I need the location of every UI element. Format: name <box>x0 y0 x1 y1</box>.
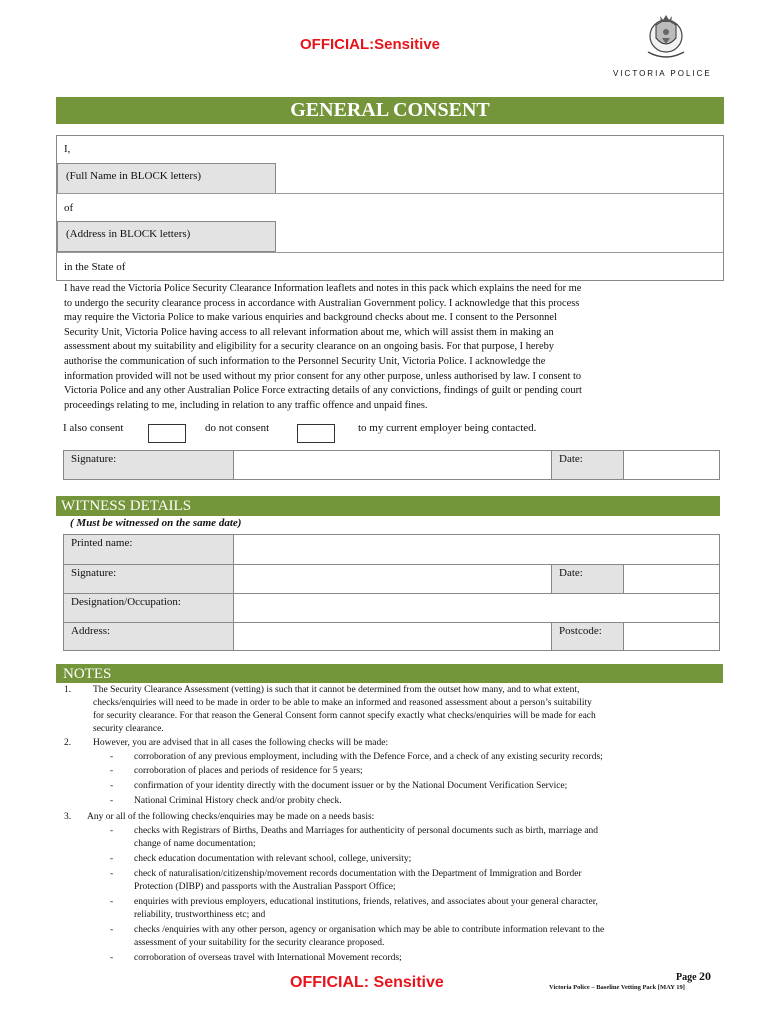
list-item: check of naturalisation/citizenship/movement records documentation with the Department of Immigration and Border <box>134 869 582 879</box>
bullet-dash: - <box>110 826 114 836</box>
do-not-consent-label: do not consent <box>205 422 270 434</box>
paragraph-line: proceedings relating to me, including in relation to any traffic offence and unpaid fines. <box>64 399 428 411</box>
witness-date-label: Date: <box>551 565 624 593</box>
paragraph-line: I have read the Victoria Police Security Clearance Information leaflets and notes in this pack which explains the need for me <box>64 283 582 294</box>
full-name-hint-box <box>57 163 276 194</box>
bullet-dash: - <box>110 766 114 776</box>
witness-address-field[interactable] <box>234 623 551 650</box>
full-name-field[interactable] <box>276 163 723 194</box>
divider <box>57 252 723 253</box>
bullet-dash: - <box>110 869 114 879</box>
classification-footer: OFFICIAL: Sensitive <box>290 974 444 991</box>
designation-label: Designation/Occupation: <box>64 594 234 622</box>
witness-signature-field[interactable] <box>234 565 551 593</box>
full-name-hint: (Full Name in BLOCK letters) <box>66 170 202 182</box>
list-item: corroboration of places and periods of residence for 5 years; <box>134 766 363 776</box>
police-crest-icon <box>640 12 692 68</box>
divider <box>57 193 723 194</box>
paragraph-line: Victoria Police and any other Australian Police Force extracting details of any convictions, findings of guilt or pending court <box>64 385 582 397</box>
paragraph-line: information provided will not be used without my prior consent for any other purpose, unless authorised by law. I consent to <box>64 370 582 382</box>
employer-contact-text: to my current employer being contacted. <box>358 422 537 434</box>
list-item: confirmation of your identity directly with the document issuer or by the National Document Verification Service; <box>134 781 568 791</box>
paragraph-line: may require the Victoria Police to make various enquiries and background checks about me. I consent to the Personnel <box>64 312 557 324</box>
applicant-signature-row <box>63 450 720 480</box>
consent-paragraph <box>64 282 724 413</box>
org-name: VICTORIA POLICE <box>613 69 712 78</box>
list-item: change of name documentation; <box>134 839 256 849</box>
note-text: checks/enquiries will need to be made in order to be able to make an informed and reasoned assessment about a person’s suitability <box>93 698 592 708</box>
list-item: reliability, trustworthiness etc; and <box>134 910 266 920</box>
bullet-dash: - <box>110 953 114 963</box>
note-text: Any or all of the following checks/enquiries may be made on a needs basis: <box>87 812 375 822</box>
list-item: check education documentation with relevant school, college, university; <box>134 854 412 864</box>
witness-signature-label: Signature: <box>64 565 234 593</box>
list-item: checks /enquiries with any other person, agency or organisation which may be able to contribute information relevant to the <box>134 925 605 935</box>
witness-date-field[interactable] <box>624 565 719 593</box>
classification-header: OFFICIAL:Sensitive <box>300 36 441 53</box>
list-item: corroboration of overseas travel with International Movement records; <box>134 953 402 963</box>
consent-details-box <box>56 135 724 281</box>
address-hint-box <box>57 221 276 252</box>
witness-printed-name-field[interactable] <box>234 535 719 564</box>
notes-body <box>0 684 770 964</box>
witness-subtitle: ( Must be witnessed on the same date) <box>70 517 242 529</box>
list-item: assessment of your suitability for the security clearance proposed. <box>134 938 385 948</box>
page-number-value: 20 <box>699 969 712 983</box>
paragraph-line: Security Unit, Victoria Police having access to all relevant information about me, which will assist them in making an <box>64 326 554 338</box>
paragraph-line: authorise the communication of such information to the Personnel Security Unit, Victoria Police. I acknowledge the <box>64 355 546 367</box>
address-label: Address: <box>64 623 234 650</box>
postcode-label: Postcode: <box>551 623 624 650</box>
note-number: 3. <box>64 812 72 822</box>
witness-details-title: WITNESS DETAILS <box>56 496 720 516</box>
bullet-dash: - <box>110 752 114 762</box>
bullet-dash: - <box>110 854 114 864</box>
page-number <box>676 969 711 984</box>
witness-postcode-field[interactable] <box>624 623 719 650</box>
paragraph-line: assessment about my suitability and eligibility for a security clearance on an ongoing basis. For that purpose, I hereby <box>64 341 554 353</box>
date-label: Date: <box>551 451 624 479</box>
list-item: National Criminal History check and/or probity check. <box>134 796 342 806</box>
list-item: enquiries with previous employers, educational institutions, friends, relatives, and associates about your general character, <box>134 897 598 907</box>
witness-table <box>63 534 720 651</box>
bullet-dash: - <box>110 897 114 907</box>
note-number: 2. <box>64 738 72 748</box>
applicant-date-field[interactable] <box>624 451 719 479</box>
address-field[interactable] <box>276 221 723 252</box>
bullet-dash: - <box>110 796 114 806</box>
also-consent-label: I also consent <box>63 422 124 434</box>
notes-title: NOTES <box>56 664 723 683</box>
address-hint: (Address in BLOCK letters) <box>66 228 191 240</box>
bullet-dash: - <box>110 925 114 935</box>
pack-reference: Victoria Police – Baseline Vetting Pack [MAY 19] <box>549 984 685 991</box>
of-label: of <box>64 202 74 214</box>
note-text: for security clearance. For that reason the General Consent form cannot specify exactly what checks/enquiries will be made for each <box>93 711 596 721</box>
do-not-consent-checkbox[interactable] <box>297 424 335 443</box>
witness-designation-field[interactable] <box>234 594 719 622</box>
note-text: security clearance. <box>93 724 164 734</box>
state-field[interactable] <box>157 256 717 280</box>
state-label: in the State of <box>64 261 126 273</box>
applicant-signature-field[interactable] <box>234 451 551 479</box>
bullet-dash: - <box>110 781 114 791</box>
list-item: corroboration of any previous employment, including with the Defence Force, and a check of any existing security records; <box>134 752 603 762</box>
list-item: Protection (DIBP) and passports with the Australian Passport Office; <box>134 882 396 892</box>
note-text: The Security Clearance Assessment (vetting) is such that it cannot be determined from the outset how many, and to what extent, <box>93 685 580 695</box>
signature-label: Signature: <box>64 451 234 479</box>
also-consent-checkbox[interactable] <box>148 424 186 443</box>
note-text: However, you are advised that in all cases the following checks will be made: <box>93 738 389 748</box>
i-label: I, <box>64 143 71 155</box>
note-number: 1. <box>64 685 72 695</box>
printed-name-label: Printed name: <box>64 535 234 564</box>
page-label: Page <box>676 972 697 983</box>
list-item: checks with Registrars of Births, Deaths and Marriages for authenticity of personal documents such as birth, marriage and <box>134 826 599 836</box>
paragraph-line: to undergo the security clearance process in accordance with Australian Government policy. I acknowledge that this process <box>64 297 580 309</box>
general-consent-title: GENERAL CONSENT <box>56 97 724 124</box>
